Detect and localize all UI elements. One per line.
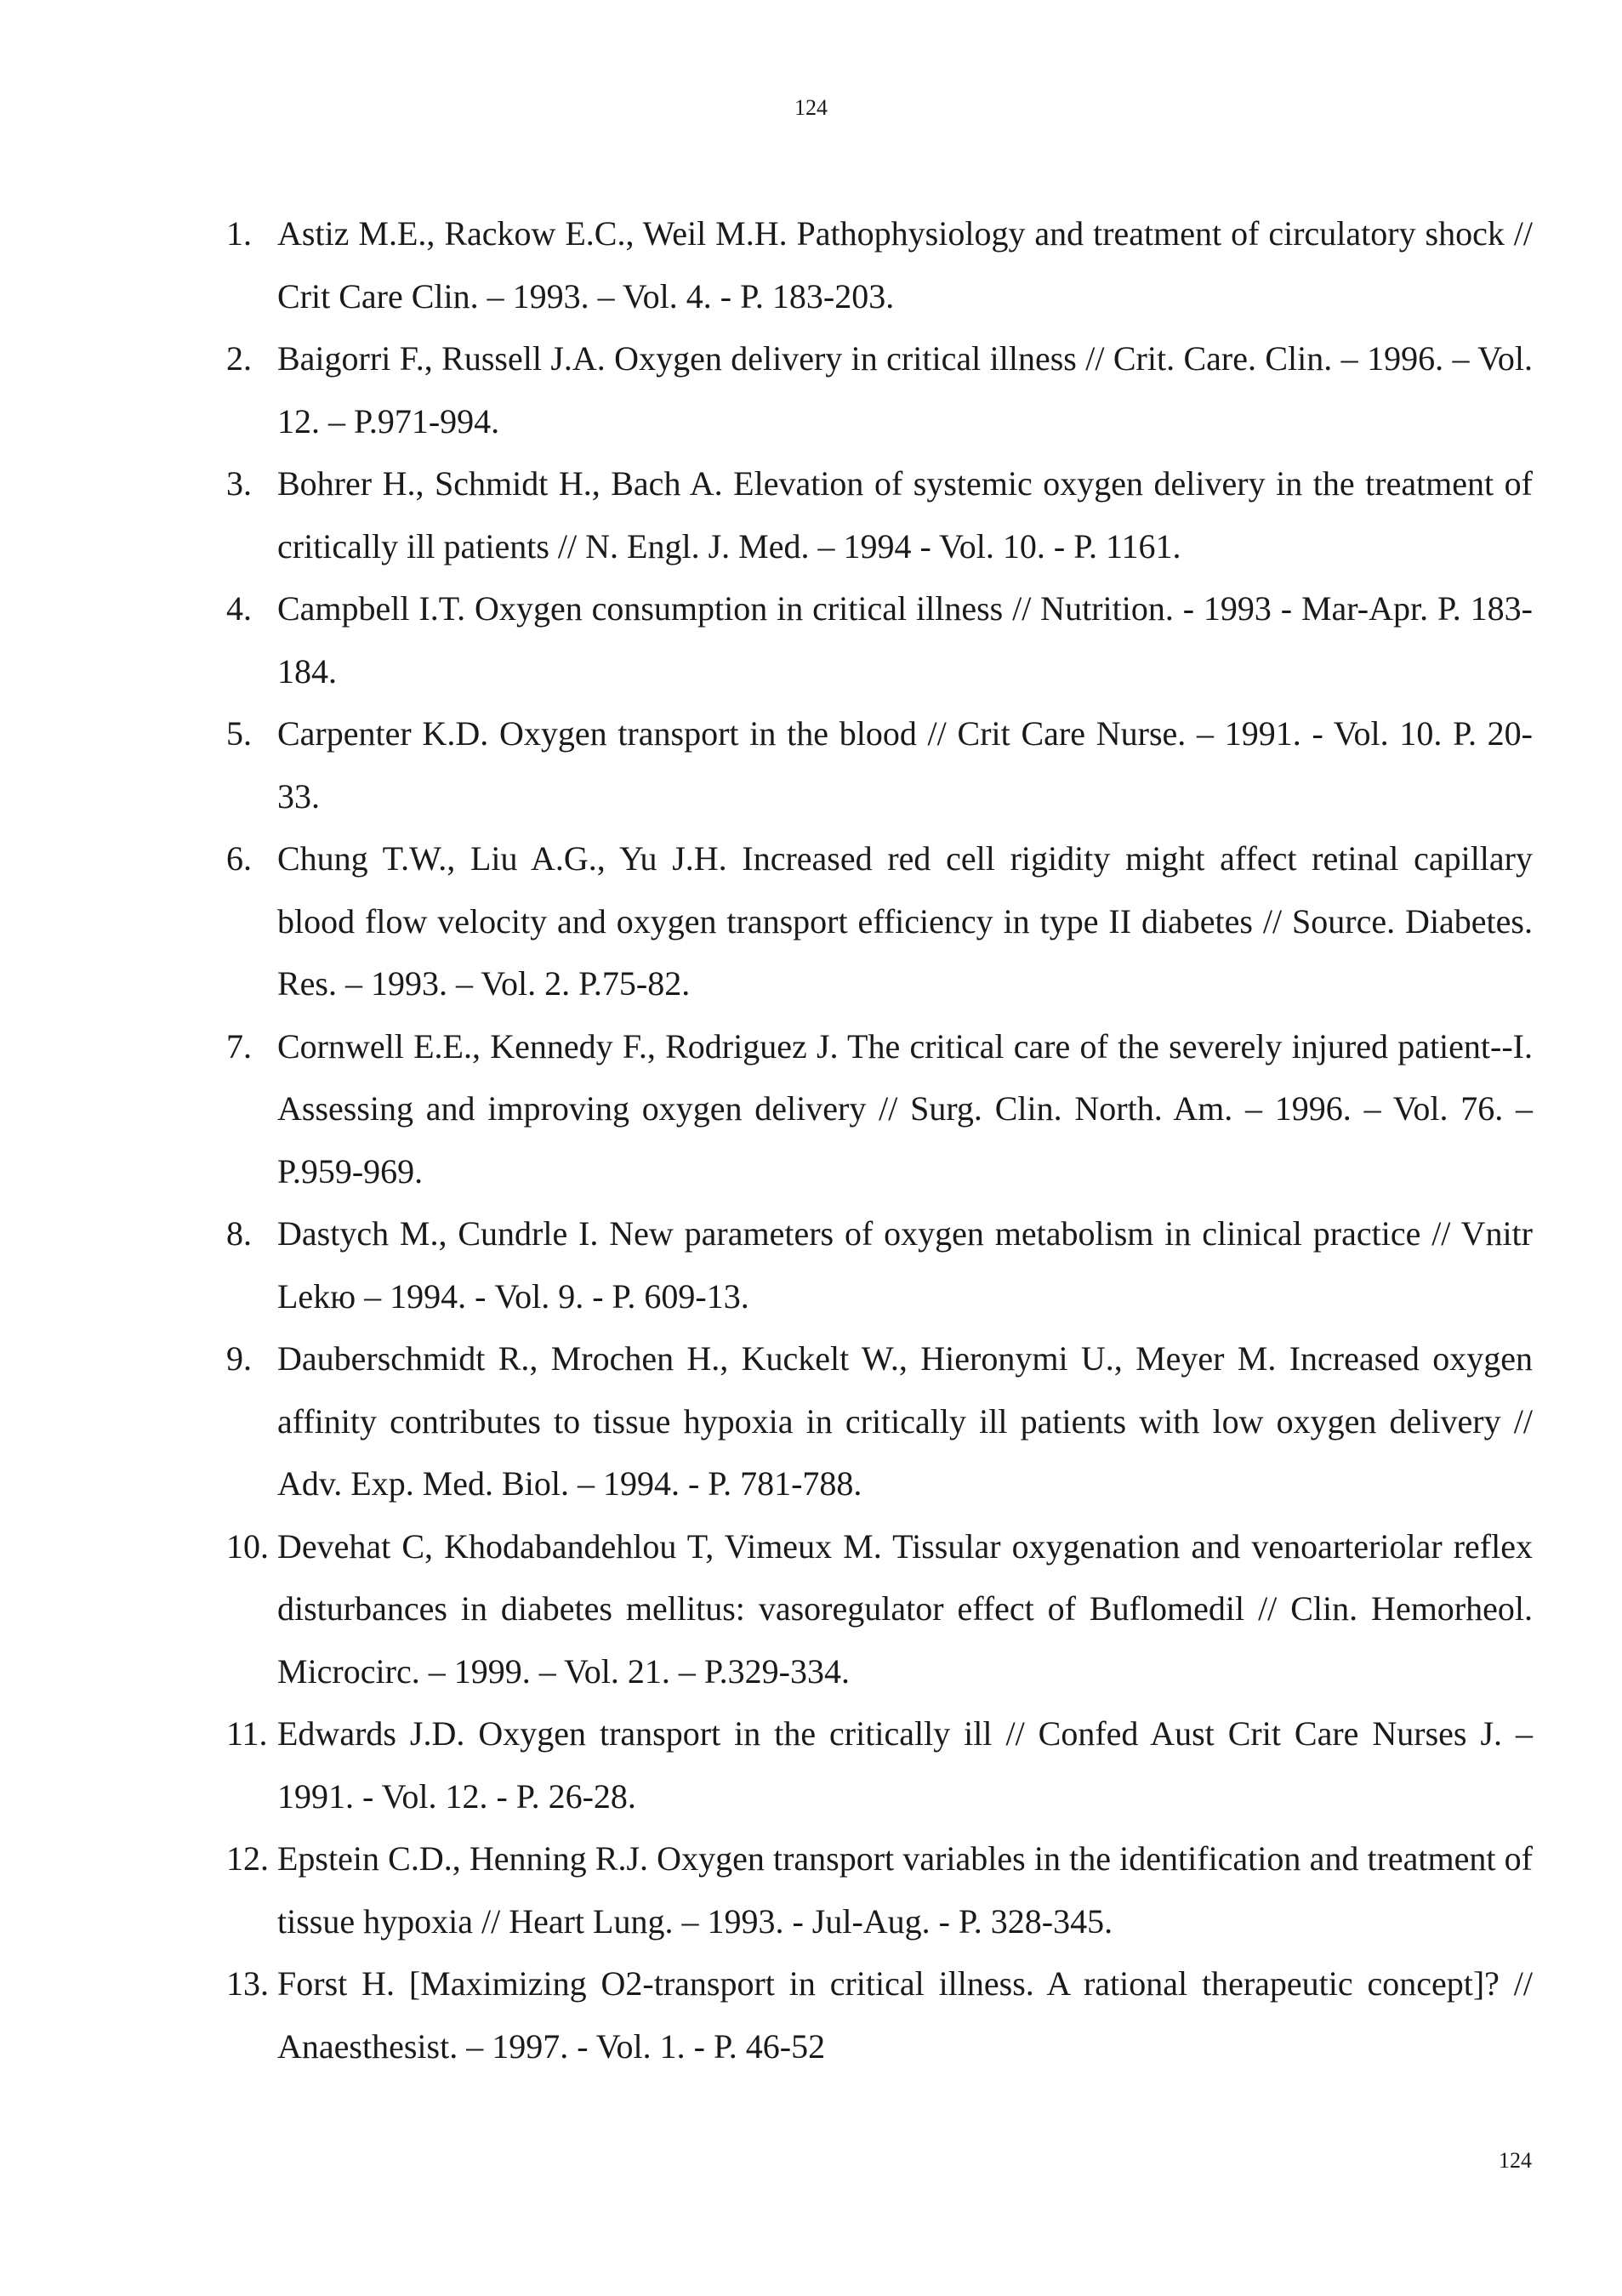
reference-number: 5. <box>226 714 252 753</box>
reference-item-3 <box>226 452 1533 577</box>
reference-item-13 <box>226 1952 1533 2077</box>
reference-number: 7. <box>226 1026 252 1066</box>
reference-item-5 <box>226 702 1533 827</box>
page-number-bottom: 124 <box>1499 2148 1532 2173</box>
reference-number: 8. <box>226 1214 252 1253</box>
reference-item-6 <box>226 827 1533 1015</box>
reference-item-11 <box>226 1702 1533 1827</box>
reference-item-9 <box>226 1327 1533 1515</box>
reference-number: 12. <box>226 1839 269 1878</box>
reference-text: Bohrer H., Schmidt H., Bach A. Elevation of systemic oxygen delivery in the treatment of critically ill patients // N. Engl. J. Med. – 1994 - Vol. 10. - P. 1161. <box>277 464 1533 565</box>
reference-number: 11. <box>226 1714 268 1753</box>
reference-number: 13. <box>226 1964 269 2003</box>
reference-text: Dauberschmidt R., Mrochen H., Kuckelt W., Hieronymi U., Meyer M. Increased oxygen affinity contributes to tissue hypoxia in critically ill patients with low oxygen delivery // Adv. Exp. Med. Biol. – 1994. - P. 781-788. <box>277 1339 1533 1503</box>
reference-number: 10. <box>226 1526 269 1566</box>
reference-number: 9. <box>226 1339 252 1378</box>
page-number-top: 124 <box>794 95 828 120</box>
reference-text: Epstein C.D., Henning R.J. Oxygen transport variables in the identification and treatment of tissue hypoxia // Heart Lung. – 1993. - Jul-Aug. - P. 328-345. <box>277 1839 1533 1941</box>
reference-text: Edwards J.D. Oxygen transport in the critically ill // Confed Aust Crit Care Nurses J. – 1991. - Vol. 12. - P. 26-28. <box>277 1714 1533 1816</box>
reference-text: Astiz M.E., Rackow E.C., Weil M.H. Pathophysiology and treatment of circulatory shock // Crit Care Clin. – 1993. – Vol. 4. - P. 183-203. <box>277 214 1533 315</box>
reference-item-8 <box>226 1202 1533 1327</box>
reference-item-10 <box>226 1515 1533 1703</box>
reference-text: Carpenter K.D. Oxygen transport in the blood // Crit Care Nurse. – 1991. - Vol. 10. P. 20-33. <box>277 714 1533 816</box>
reference-number: 3. <box>226 464 252 503</box>
reference-text: Dastych M., Cundrle I. New parameters of oxygen metabolism in clinical practice // Vnitr Lekю – 1994. - Vol. 9. - P. 609-13. <box>277 1214 1533 1316</box>
reference-text: Baigorri F., Russell J.A. Oxygen delivery in critical illness // Crit. Care. Clin. – 1996. – Vol. 12. – P.971-994. <box>277 339 1533 440</box>
reference-item-1 <box>226 202 1533 327</box>
reference-item-7 <box>226 1015 1533 1203</box>
reference-number: 1. <box>226 214 252 253</box>
reference-item-4 <box>226 577 1533 702</box>
reference-number: 6. <box>226 839 252 878</box>
reference-item-2 <box>226 327 1533 452</box>
reference-text: Devehat C, Khodabandehlou T, Vimeux M. Tissular oxygenation and venoarteriolar reflex disturbances in diabetes mellitus: vasoregulator effect of Buflomedil // Clin. Hemorheol. Microcirc. – 1999. – Vol. 21. – P.329-334. <box>277 1526 1533 1691</box>
reference-number: 4. <box>226 589 252 628</box>
reference-list <box>226 202 1533 2077</box>
reference-text: Cornwell E.E., Kennedy F., Rodriguez J. The critical care of the severely injured patient--I. Assessing and improving oxygen delivery // Surg. Clin. North. Am. – 1996. – Vol. 76. – P.959-969. <box>277 1026 1533 1191</box>
reference-text: Campbell I.T. Oxygen consumption in critical illness // Nutrition. - 1993 - Mar-Apr. P. 183-184. <box>277 589 1533 691</box>
reference-text: Forst H. [Maximizing O2-transport in critical illness. A rational therapeutic concept]? // Anaesthesist. – 1997. - Vol. 1. - P. 46-52 <box>277 1964 1533 2066</box>
reference-text: Chung T.W., Liu A.G., Yu J.H. Increased red cell rigidity might affect retinal capillary blood flow velocity and oxygen transport efficiency in type II diabetes // Source. Diabetes. Res. – 1993. – Vol. 2. P.75-82. <box>277 839 1533 1003</box>
reference-item-12 <box>226 1827 1533 1952</box>
reference-number: 2. <box>226 339 252 378</box>
